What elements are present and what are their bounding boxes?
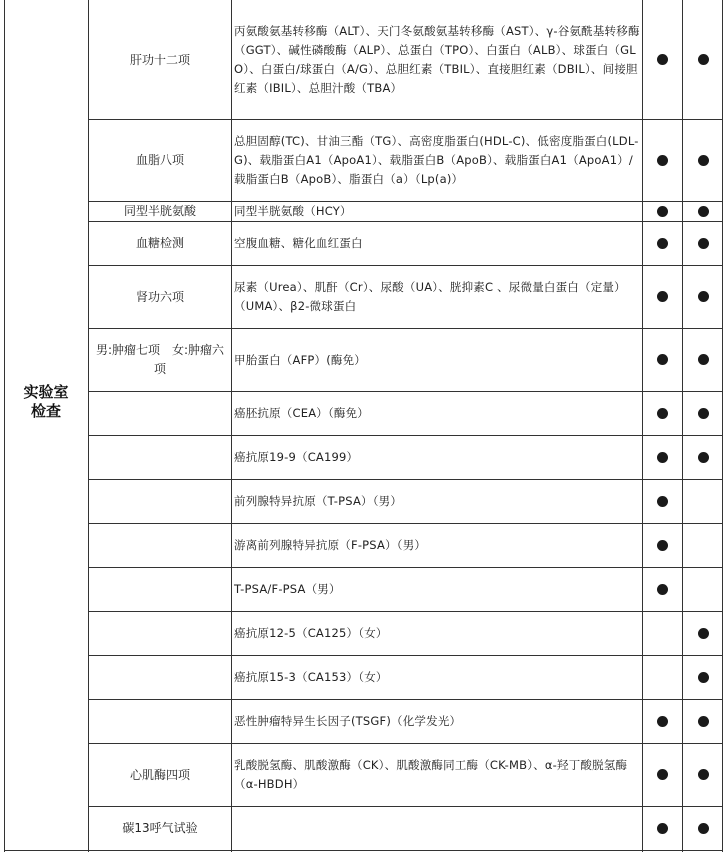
package1-included-dot xyxy=(657,496,668,507)
package1-included-dot xyxy=(657,291,668,302)
row-details: 游离前列腺特异抗原（F-PSA）（男） xyxy=(234,538,427,552)
row-category xyxy=(89,612,231,655)
package2-included-dot xyxy=(698,628,709,639)
package1-included-dot xyxy=(657,584,668,595)
row-category: 肾功六项 xyxy=(135,289,184,304)
row-category: 血脂八项 xyxy=(135,153,184,167)
row-category: 肝功十二项 xyxy=(129,52,190,67)
package2-included-dot xyxy=(698,769,709,780)
row-details: 乳酸脱氢酶、肌酸激酶（CK）、肌酸激酶同工酶（CK-MB）、α-羟丁酸脱氢酶（α-HBDH） xyxy=(234,758,628,791)
row-details xyxy=(232,807,642,850)
package2-included-dot xyxy=(698,206,709,217)
row-category xyxy=(89,656,231,699)
row-details: 总胆固醇(TC)、甘油三酯（TG）、高密度脂蛋白(HDL-C)、低密度脂蛋白(LDL-G)、载脂蛋白A1（ApoA1）、载脂蛋白B（ApoB）、载脂蛋白A1（ApoA1）/载脂蛋白B（ApoB）、脂蛋白（a）（Lp(a)） xyxy=(234,134,639,186)
row-details: 癌抗原19-9（CA199） xyxy=(234,450,359,464)
package2-included-dot xyxy=(698,716,709,727)
row-details: 丙氨酸氨基转移酶（ALT）、天门冬氨酸氨基转移酶（AST）、γ-谷氨酰基转移酶（GGT）、碱性磷酸酶（ALP）、总蛋白（TPO）、白蛋白（ALB）、球蛋白（GLO）、白蛋白/球蛋白（A/G）、总胆红素（TBIL）、直接胆红素（DBIL）、间接胆红素（IBIL）、总胆汁酸（TBA） xyxy=(234,24,640,95)
row-category xyxy=(89,700,231,743)
package1-included-dot xyxy=(657,206,668,217)
package2-included-dot xyxy=(698,452,709,463)
grid-vertical-line xyxy=(642,0,643,852)
package2-included-dot xyxy=(698,54,709,65)
row-details: 前列腺特异抗原（T-PSA）（男） xyxy=(234,494,403,508)
row-category: 心肌酶四项 xyxy=(129,767,190,782)
package2-included-dot xyxy=(698,354,709,365)
package2-included-dot xyxy=(698,672,709,683)
row-category xyxy=(89,524,231,567)
grid-horizontal-line xyxy=(4,850,722,851)
row-details: 空腹血糖、糖化血红蛋白 xyxy=(234,236,363,250)
row-category: 碳13呼气试验 xyxy=(122,821,198,835)
package1-included-dot xyxy=(657,540,668,551)
row-category xyxy=(89,392,231,435)
row-details: 尿素（Urea）、肌酐（Cr）、尿酸（UA）、胱抑素C 、尿微量白蛋白（定量）（UMA）、β2-微球蛋白 xyxy=(234,280,626,313)
package1-included-dot xyxy=(657,716,668,727)
row-details: T-PSA/F-PSA（男） xyxy=(234,582,341,596)
row-category xyxy=(89,480,231,523)
package2-included-dot xyxy=(698,155,709,166)
package1-included-dot xyxy=(657,238,668,249)
row-category xyxy=(89,436,231,479)
row-category: 血糖检测 xyxy=(135,236,184,250)
package1-included-dot xyxy=(657,452,668,463)
row-category xyxy=(89,568,231,611)
package1-included-dot xyxy=(657,823,668,834)
package1-included-dot xyxy=(657,408,668,419)
grid-vertical-line xyxy=(4,0,5,852)
section-title xyxy=(6,383,86,421)
package2-included-dot xyxy=(698,291,709,302)
row-details: 恶性肿瘤特异生长因子(TSGF)（化学发光） xyxy=(234,714,462,728)
section-title-line1: 实验室 xyxy=(23,383,69,401)
section-title-line2: 检查 xyxy=(30,402,61,420)
package2-included-dot xyxy=(698,408,709,419)
package1-included-dot xyxy=(657,769,668,780)
grid-vertical-line xyxy=(722,0,723,852)
row-category: 同型半胱氨酸 xyxy=(123,204,196,218)
row-details: 癌抗原12-5（CA125）（女） xyxy=(234,626,388,640)
package2-included-dot xyxy=(698,823,709,834)
row-details: 癌胚抗原（CEA）（酶免） xyxy=(234,406,370,420)
row-details: 甲胎蛋白（AFP）(酶免） xyxy=(234,352,367,367)
row-category: 男:肿瘤七项 女:肿瘤六项 xyxy=(95,343,225,376)
grid-vertical-line xyxy=(682,0,683,852)
package1-included-dot xyxy=(657,155,668,166)
package1-included-dot xyxy=(657,354,668,365)
package2-included-dot xyxy=(698,238,709,249)
package1-included-dot xyxy=(657,54,668,65)
row-details: 同型半胱氨酸（HCY） xyxy=(234,204,352,218)
row-details: 癌抗原15-3（CA153）（女） xyxy=(234,670,388,684)
